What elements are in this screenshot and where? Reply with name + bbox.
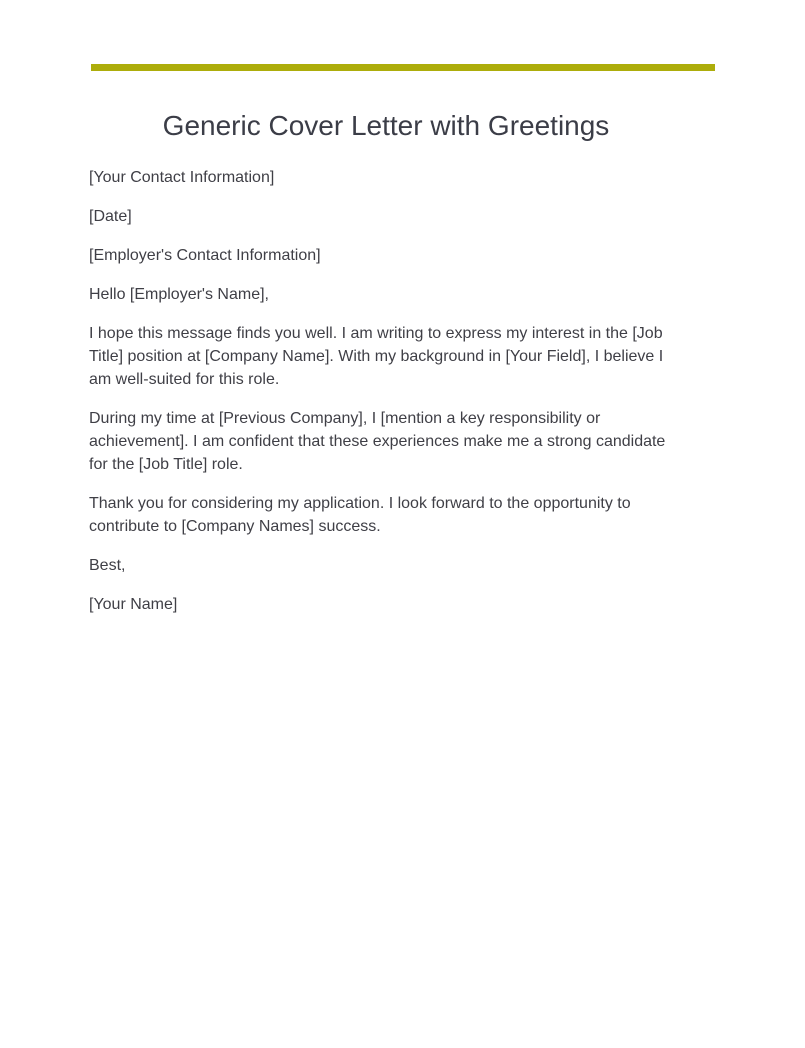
intro-paragraph: I hope this message finds you well. I am writing to express my interest in the [Job Title] position at [Company Name]. With my background in [Your Field], I believe I am well-suited for this role. bbox=[89, 325, 664, 388]
letter-date: [Date] bbox=[89, 208, 132, 225]
letter-body bbox=[89, 166, 679, 632]
closing-paragraph: Thank you for considering my application. I look forward to the opportunity to contribute to [Company Names] success. bbox=[89, 495, 631, 535]
signature-name: [Your Name] bbox=[89, 596, 178, 613]
sign-off: Best, bbox=[89, 557, 126, 574]
document-title: Generic Cover Letter with Greetings bbox=[162, 110, 610, 141]
experience-paragraph: During my time at [Previous Company], I [mention a key responsibility or achievement]. I am confident that these experiences make me a strong candidate for the [Job Title] role. bbox=[89, 410, 666, 473]
greeting: Hello [Employer's Name], bbox=[89, 286, 269, 303]
sender-contact-info: [Your Contact Information] bbox=[89, 169, 275, 186]
employer-contact-info: [Employer's Contact Information] bbox=[89, 247, 321, 264]
accent-rule bbox=[91, 64, 715, 71]
